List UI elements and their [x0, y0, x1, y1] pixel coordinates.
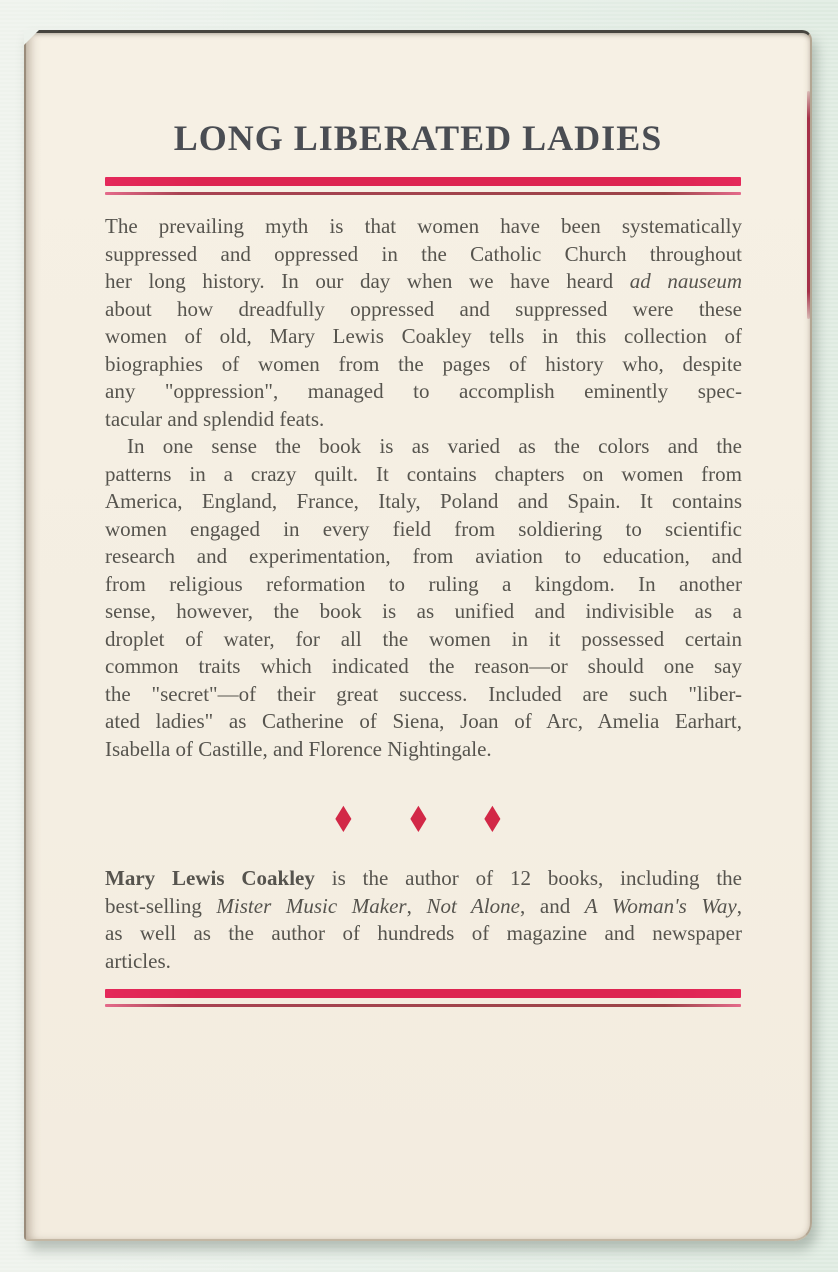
- text-segment: droplet of water, for all the women in it possessed certain: [105, 626, 742, 651]
- text-segment: America, England, France, Italy, Poland and Spain. It contains: [105, 489, 742, 513]
- text-segment: ,: [736, 893, 742, 918]
- text-line: [105, 626, 742, 654]
- text-segment: The prevailing myth is that women have been systematically: [105, 214, 742, 238]
- diamond-icon: ♦: [330, 799, 357, 842]
- text-line: [105, 406, 742, 434]
- text-segment: as well as the author of hundreds of magazine and newspaper: [105, 921, 742, 945]
- text-segment: ,: [406, 893, 427, 918]
- text-line: [105, 948, 742, 976]
- text-segment: A Woman's Way: [584, 893, 737, 918]
- blurb-text: [105, 213, 742, 763]
- text-segment: research and experimentation, from aviation to education, and: [105, 544, 742, 568]
- text-segment: sense, however, the book is as unified and indivisible as a: [105, 599, 742, 623]
- text-segment: suppressed and oppressed in the Catholic Church throughout: [105, 241, 742, 266]
- text-line: [105, 433, 742, 461]
- text-segment: from religious reformation to ruling a kingdom. In another: [105, 571, 742, 596]
- text-line: [105, 378, 742, 406]
- clipped-corner: [24, 30, 39, 45]
- text-line: [105, 268, 742, 296]
- text-segment: ated ladies" as Catherine of Siena, Joan of Arc, Amelia Earhart,: [105, 709, 742, 733]
- rule-thick-line: [105, 989, 741, 998]
- diamond-icon: ♦: [479, 799, 506, 842]
- text-segment: Mister Music Maker: [216, 893, 407, 918]
- text-line: [105, 323, 742, 351]
- text-segment: common traits which indicated the reason—or should one say: [105, 654, 742, 678]
- text-segment: women of old, Mary Lewis Coakley tells in this collection of: [105, 324, 742, 348]
- text-line: [105, 653, 742, 681]
- text-line: [105, 351, 742, 379]
- text-segment: biographies of women from the pages of history who, despite: [105, 351, 742, 376]
- text-segment: Not Alone: [426, 893, 521, 918]
- text-segment: best-selling: [105, 893, 217, 918]
- book-back-cover: [24, 30, 812, 1241]
- text-line: [105, 865, 742, 893]
- rule-thin-line: [105, 192, 741, 195]
- spine-red-line: [807, 91, 810, 319]
- text-line: [105, 681, 742, 709]
- text-line: [105, 736, 742, 764]
- diamond-ornament: [26, 799, 810, 842]
- text-line: [105, 296, 742, 324]
- text-line: [105, 241, 742, 269]
- text-segment: about how dreadfully oppressed and suppressed were these: [105, 296, 742, 321]
- text-line: [105, 598, 742, 626]
- text-line: [105, 488, 742, 516]
- text-segment: patterns in a crazy quilt. It contains chapters on women from: [105, 461, 742, 486]
- text-line: [105, 893, 742, 921]
- text-segment: tacular and splendid feats.: [105, 406, 325, 431]
- book-title: LONG LIBERATED LADIES: [173, 118, 663, 158]
- text-segment: Mary Lewis Coakley: [105, 866, 315, 890]
- diamond-icon: ♦: [405, 799, 431, 842]
- text-segment: the "secret"—of their great success. Included are such "liber-: [105, 681, 742, 706]
- text-segment: ad nauseum: [629, 269, 742, 293]
- text-segment: her long history. In our day when we have heard: [105, 269, 630, 293]
- text-line: [105, 708, 742, 736]
- text-segment: In one sense the book is as varied as the colors and the: [127, 434, 742, 458]
- text-segment: any "oppression", managed to accomplish eminently spec-: [105, 379, 742, 403]
- text-line: [105, 516, 742, 544]
- text-segment: is the author of 12 books, including the: [314, 866, 742, 890]
- text-line: [105, 461, 742, 489]
- author-bio: [105, 865, 742, 975]
- text-line: [105, 543, 742, 571]
- text-line: [105, 920, 742, 948]
- footer-rule: [105, 989, 741, 1007]
- text-segment: women engaged in every field from soldiering to scientific: [105, 516, 742, 541]
- rule-thin-line: [105, 1004, 741, 1007]
- title-rule: [105, 177, 741, 195]
- rule-thick-line: [105, 177, 741, 186]
- text-line: [105, 571, 742, 599]
- text-segment: , and: [520, 893, 585, 918]
- text-segment: Isabella of Castille, and Florence Nightingale.: [105, 736, 492, 761]
- text-line: [105, 213, 742, 241]
- text-segment: articles.: [105, 948, 171, 973]
